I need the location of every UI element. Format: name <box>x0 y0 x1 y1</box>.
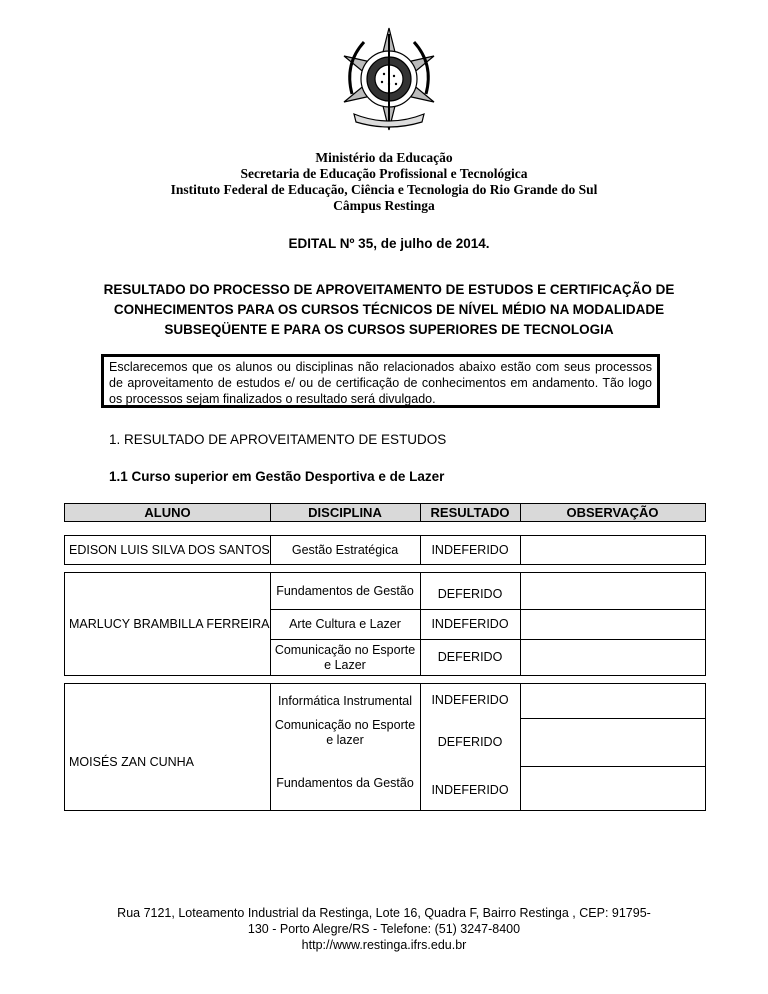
discipline-cell: Arte Cultura e Lazer <box>289 617 401 631</box>
discipline-cell: Fundamentos de Gestão <box>276 583 414 598</box>
result-cell: INDEFERIDO <box>431 692 509 707</box>
ministry-name: Ministério da Educação <box>315 150 453 165</box>
student-name: MARLUCY BRAMBILLA FERREIRA <box>69 616 270 631</box>
discipline-cell: Gestão Estratégica <box>291 542 399 557</box>
subsection-heading: 1.1 Curso superior em Gestão Desportiva e de Lazer <box>109 469 445 484</box>
footer-address: Rua 7121, Loteamento Industrial da Restinga, Lote 16, Quadra F, Bairro Restinga , CEP: 91795- <box>117 906 651 920</box>
header-resultado: RESULTADO <box>430 505 510 520</box>
table-row <box>64 535 706 565</box>
result-cell: DEFERIDO <box>437 586 503 601</box>
header-disciplina: DISCIPLINA <box>308 505 382 520</box>
result-cell: INDEFERIDO <box>431 542 509 557</box>
section-heading: 1. RESULTADO DE APROVEITAMENTO DE ESTUDOS <box>109 432 447 447</box>
campus-name: Câmpus Restinga <box>333 198 435 213</box>
brazil-coat-of-arms-icon <box>334 24 444 134</box>
table-row <box>64 683 706 811</box>
result-cell: DEFERIDO <box>437 734 503 749</box>
edital-title: EDITAL Nº 35, de julho de 2014. <box>288 236 490 251</box>
document-title: RESULTADO DO PROCESSO DE APROVEITAMENTO DE ESTUDOS E CERTIFICAÇÃO DE CONHECIMENTOS PARA OS CURSOS TÉCNICOS DE NÍVEL MÉDIO NA MODALIDADE SUBSEQÜENTE E PARA OS CURSOS SUPERIORES DE TECNOLOGIA <box>103 282 675 337</box>
student-name: MOISÉS ZAN CUNHA <box>69 754 195 769</box>
institute-name: Instituto Federal de Educação, Ciência e Tecnologia do Rio Grande do Sul <box>170 182 598 197</box>
institution-header <box>0 150 768 214</box>
result-cell: DEFERIDO <box>437 650 503 664</box>
page-footer <box>100 905 668 953</box>
header-observacao: OBSERVAÇÃO <box>566 505 659 520</box>
result-cell: INDEFERIDO <box>431 617 509 631</box>
footer-website-link[interactable]: http://www.restinga.ifrs.edu.br <box>301 938 467 952</box>
table-header <box>64 503 706 522</box>
header-aluno: ALUNO <box>144 505 191 520</box>
table-row <box>64 572 706 676</box>
student-name: EDISON LUIS SILVA DOS SANTOS <box>69 542 270 557</box>
discipline-cell: Comunicação no Esporte e Lazer <box>274 642 416 672</box>
footer-city-phone: 130 - Porto Alegre/RS - Telefone: (51) 3247-8400 <box>247 922 521 936</box>
notice-box: Esclarecemos que os alunos ou disciplinas não relacionados abaixo estão com seus processos de aproveitamento de estudos e/ ou de certificação de conhecimentos em andamento. Tão logo os processos sejam finalizados o resultado será divulgado. <box>101 354 660 408</box>
discipline-cell: Fundamentos da Gestão <box>276 775 414 790</box>
result-cell: INDEFERIDO <box>431 782 509 797</box>
secretariat-name: Secretaria de Educação Profissional e Tecnológica <box>240 166 528 181</box>
discipline-cell: Informática Instrumental <box>277 693 413 708</box>
discipline-cell: Comunicação no Esporte e lazer <box>274 718 416 747</box>
